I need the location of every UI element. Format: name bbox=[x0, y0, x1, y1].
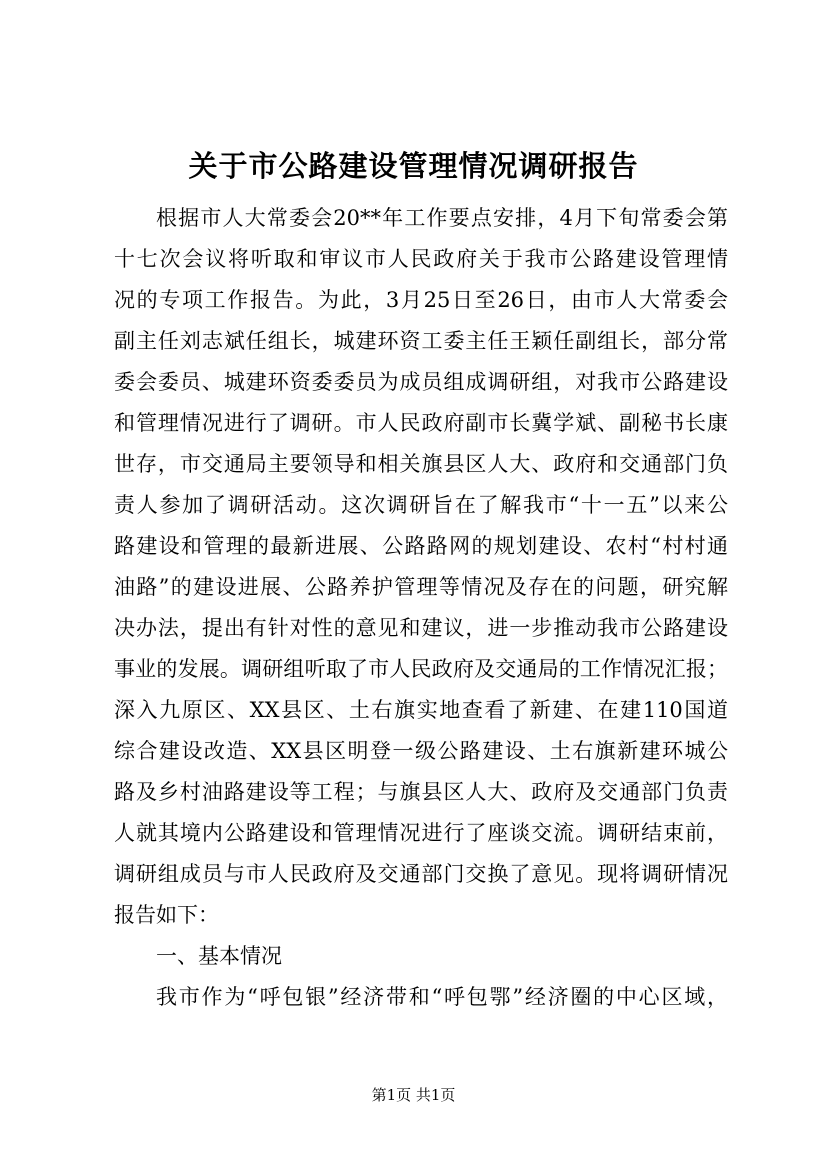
paragraph-line: 人就其境内公路建设和管理情况进行了座谈交流。调研结束前， bbox=[114, 821, 728, 845]
paragraph-line: 决办法，提出有针对性的意见和建议，进一步推动我市公路建设 bbox=[114, 616, 728, 640]
paragraph-line: 事业的发展。调研组听取了市人民政府及交通局的工作情况汇报； bbox=[114, 657, 728, 681]
paragraph-line: 路建设和管理的最新进展、公路路网的规划建设、农村“村村通 bbox=[114, 534, 728, 558]
paragraph-line: 根据市人大常委会20**年工作要点安排，4月下旬常委会第 bbox=[156, 206, 728, 230]
section-heading: 一、基本情况 bbox=[156, 944, 282, 968]
paragraph-line: 十七次会议将听取和审议市人民政府关于我市公路建设管理情 bbox=[114, 247, 728, 271]
paragraph-line: 委会委员、城建环资委委员为成员组成调研组，对我市公路建设 bbox=[114, 370, 728, 394]
paragraph-line: 报告如下： bbox=[114, 903, 219, 927]
paragraph-line: 我市作为“呼包银”经济带和“呼包鄂”经济圈的中心区域， bbox=[156, 985, 728, 1009]
paragraph-line: 油路”的建设进展、公路养护管理等情况及存在的问题，研究解 bbox=[114, 575, 728, 599]
paragraph-line: 副主任刘志斌任组长，城建环资工委主任王颖任副组长，部分常 bbox=[114, 329, 728, 353]
paragraph-line: 世存，市交通局主要领导和相关旗县区人大、政府和交通部门负 bbox=[114, 452, 728, 476]
document-body bbox=[114, 198, 728, 1018]
paragraph-line: 深入九原区、XX县区、土右旗实地查看了新建、在建110国道 bbox=[114, 698, 728, 722]
document-title: 关于市公路建设管理情况调研报告 bbox=[188, 149, 639, 183]
paragraph-line: 责人参加了调研活动。这次调研旨在了解我市“十一五”以来公 bbox=[114, 493, 728, 517]
paragraph-line: 和管理情况进行了调研。市人民政府副市长冀学斌、副秘书长康 bbox=[114, 411, 728, 435]
paragraph-line: 路及乡村油路建设等工程；与旗县区人大、政府及交通部门负责 bbox=[114, 780, 728, 804]
paragraph-line: 综合建设改造、XX县区明登一级公路建设、土右旗新建环城公 bbox=[114, 739, 728, 763]
page-footer: 第1页 共1页 bbox=[371, 1086, 456, 1104]
paragraph-line: 况的专项工作报告。为此，3月25日至26日，由市人大常委会 bbox=[114, 288, 728, 312]
paragraph-line: 调研组成员与市人民政府及交通部门交换了意见。现将调研情况 bbox=[114, 862, 728, 886]
